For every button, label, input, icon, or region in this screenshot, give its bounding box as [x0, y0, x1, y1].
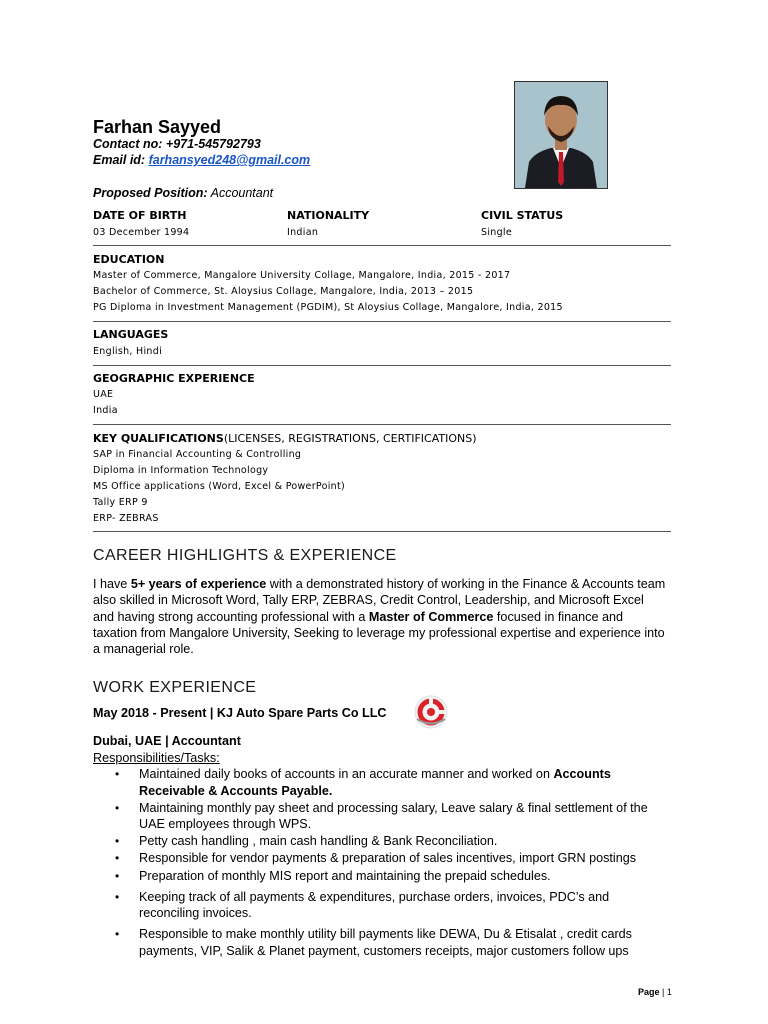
nationality-value: Indian: [287, 227, 319, 238]
task-text: Maintaining monthly pay sheet and processing salary, Leave salary & final settlement of the UAE employees through WPS.: [139, 800, 648, 832]
task-item: [93, 766, 668, 800]
qualifications-heading: KEY QUALIFICATIONS: [93, 432, 224, 445]
task-item: [93, 889, 668, 923]
contact-label: Contact no:: [93, 137, 163, 151]
page-separator: |: [659, 987, 667, 997]
page-label: Page: [638, 987, 660, 997]
task-text: Responsible for vendor payments & preparation of sales incentives, import GRN postings: [139, 850, 636, 865]
career-summary: [93, 576, 668, 657]
task-item: [93, 833, 668, 850]
task-item: [93, 868, 668, 885]
task-text: Keeping track of all payments & expenditures, purchase orders, invoices, PDC’s and reconciling invoices.: [139, 889, 610, 921]
page-footer: [638, 987, 672, 997]
task-text: Petty cash handling , main cash handling & Bank Reconciliation.: [139, 834, 498, 849]
bullet-icon: •: [115, 850, 120, 865]
task-item: [93, 926, 668, 960]
divider: [93, 365, 671, 366]
qualification-item: Tally ERP 9: [93, 497, 148, 508]
languages-title: LANGUAGES: [93, 328, 169, 341]
task-text: Preparation of monthly MIS report and maintaining the prepaid schedules.: [139, 868, 551, 883]
qualifications-title: [93, 432, 477, 445]
career-text: with a demonstrated history of working in the Finance & Accounts team also skilled in Microsoft Word, Tally ERP, ZEBRAS, Credit Control, Leadership, and Microsoft Excel and having strong accounting professional with a: [93, 577, 666, 624]
qualification-item: Diploma in Information Technology: [93, 465, 269, 476]
profile-photo: [514, 81, 608, 189]
career-text: focused in finance and taxation from Mangalore University, Seeking to leverage my professional expertise and experience into a managerial role.: [93, 609, 665, 657]
task-text: Maintained daily books of accounts in an accurate manner and worked on: [139, 767, 554, 781]
contact-number: +971-545792793: [165, 137, 261, 151]
location-line: Dubai, UAE | Accountant: [93, 734, 241, 748]
divider: [93, 531, 671, 532]
career-text-bold: Master of Commerce: [368, 609, 494, 624]
company-logo-icon: [414, 695, 448, 729]
email-link[interactable]: farhansyed248@gmail.com: [148, 153, 311, 167]
career-text-bold: 5+ years of experience: [130, 577, 267, 591]
education-item: Bachelor of Commerce, St. Aloysius Collage, Mangalore, India, 2013 – 2015: [93, 286, 474, 297]
geographic-item: India: [93, 405, 118, 416]
divider: [93, 424, 671, 425]
candidate-name: Farhan Sayyed: [93, 117, 222, 137]
portrait-image: [515, 82, 607, 188]
languages-value: English, Hindi: [93, 346, 163, 357]
qualifications-subtitle: (LICENSES, REGISTRATIONS, CERTIFICATIONS): [223, 432, 477, 445]
contact-line: [93, 137, 261, 151]
dob-value: 03 December 1994: [93, 227, 190, 238]
geographic-item: UAE: [93, 389, 114, 400]
qualification-item: SAP in Financial Accounting & Controlling: [93, 449, 302, 460]
geographic-title: GEOGRAPHIC EXPERIENCE: [93, 372, 255, 385]
education-title: EDUCATION: [93, 253, 165, 266]
responsibilities-label: Responsibilities/Tasks:: [93, 751, 220, 765]
task-text-bold: Accounts Receivable & Accounts Payable.: [139, 767, 611, 798]
proposed-label: Proposed Position:: [93, 186, 208, 200]
email-line: [93, 153, 310, 167]
divider: [93, 321, 671, 322]
bullet-icon: •: [115, 927, 120, 942]
bullet-icon: •: [115, 868, 120, 883]
dob-label: DATE OF BIRTH: [93, 209, 187, 222]
bullet-icon: •: [115, 767, 120, 781]
task-item: [93, 800, 668, 834]
proposed-position: [93, 186, 273, 200]
task-text: Responsible to make monthly utility bill payments like DEWA, Du & Etisalat , credit cards payments, VIP, Salik & Planet payment, customers receipts, major customers follow ups: [139, 927, 632, 958]
education-item: PG Diploma in Investment Management (PGDIM), St Aloysius Collage, Mangalore, India, 2015: [93, 302, 563, 313]
work-title: WORK EXPERIENCE: [93, 679, 257, 696]
bullet-icon: •: [115, 889, 120, 904]
education-item: Master of Commerce, Mangalore University Collage, Mangalore, India, 2015 - 2017: [93, 270, 511, 281]
task-list: [93, 766, 668, 960]
career-title: CAREER HIGHLIGHTS & EXPERIENCE: [93, 547, 397, 564]
page-number: 1: [666, 987, 672, 997]
email-label: Email id:: [93, 153, 146, 167]
nationality-label: NATIONALITY: [287, 209, 370, 222]
job-line: May 2018 - Present | KJ Auto Spare Parts Co LLC: [93, 706, 387, 720]
civil-status-value: Single: [481, 227, 513, 238]
bullet-icon: •: [115, 800, 120, 815]
divider: [93, 245, 671, 246]
career-text: I have: [93, 577, 131, 591]
civil-status-label: CIVIL STATUS: [481, 209, 564, 222]
bullet-icon: •: [115, 834, 120, 849]
qualification-item: MS Office applications (Word, Excel & PowerPoint): [93, 481, 346, 492]
task-item: [93, 850, 668, 867]
qualification-item: ERP- ZEBRAS: [93, 513, 159, 524]
proposed-value: Accountant: [210, 186, 274, 200]
